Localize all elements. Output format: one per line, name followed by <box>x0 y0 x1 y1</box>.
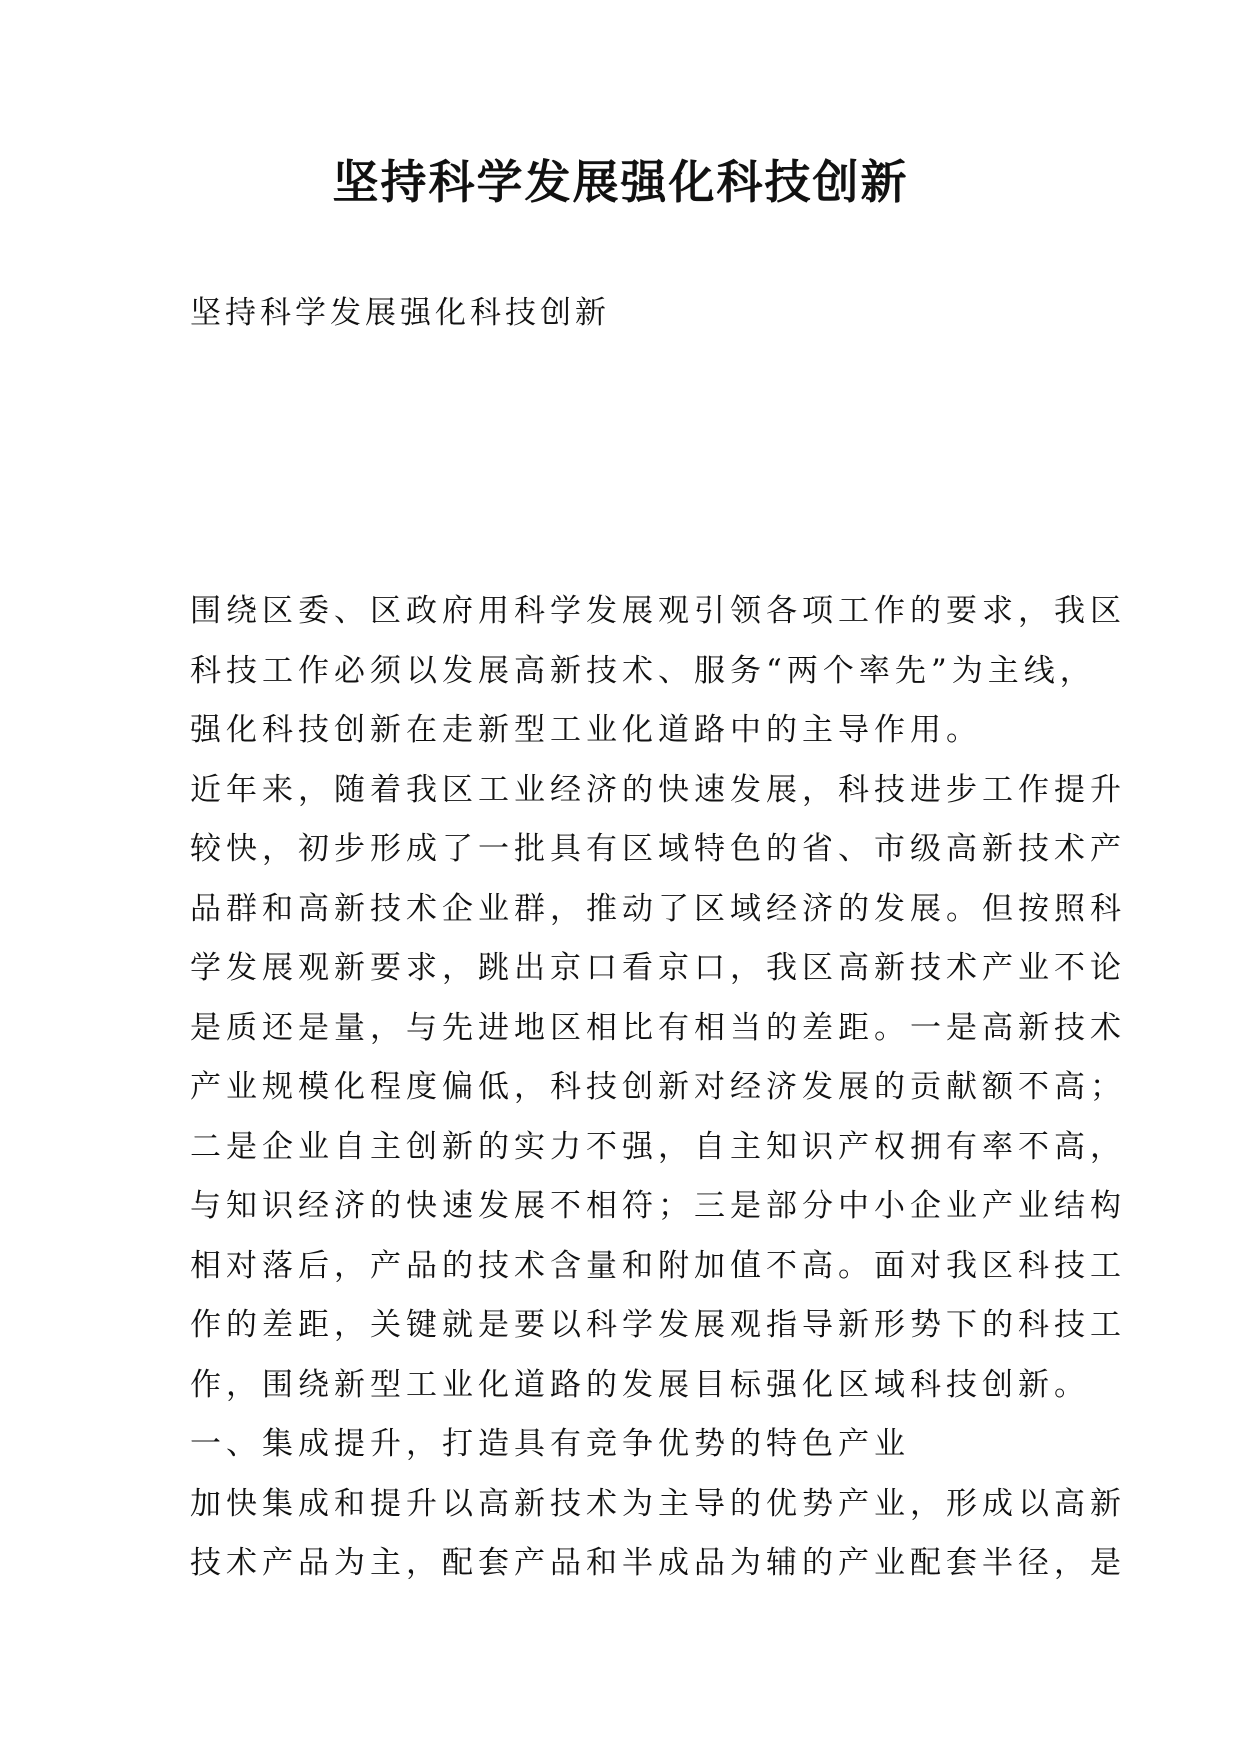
body-line: 学发展观新要求，跳出京口看京口，我区高新技术产业不论 <box>190 950 1126 986</box>
body-line: 加快集成和提升以高新技术为主导的优势产业，形成以高新 <box>190 1485 1126 1522</box>
body-line: 较快，初步形成了一批具有区域特色的省、市级高新技术产 <box>190 831 1126 867</box>
body-line: 作的差距，关键就是要以科学发展观指导新形势下的科技工 <box>190 1307 1126 1343</box>
body-line: 强化科技创新在走新型工业化道路中的主导作用。 <box>190 712 982 748</box>
body-line: 技术产品为主，配套产品和半成品为辅的产业配套半径，是 <box>190 1545 1126 1581</box>
body-line: 围绕区委、区政府用科学发展观引领各项工作的要求，我区 <box>190 593 1126 629</box>
document-body <box>190 582 1126 1594</box>
section-heading: 一、集成提升，打造具有竞争优势的特色产业 <box>190 1426 910 1462</box>
body-line: 科技工作必须以发展高新技术、服务“两个率先”为主线， <box>190 652 1096 689</box>
body-line: 近年来，随着我区工业经济的快速发展，科技进步工作提升 <box>190 771 1126 808</box>
document-subtitle: 坚持科学发展强化科技创新 <box>190 295 610 331</box>
body-line: 是质还是量，与先进地区相比有相当的差距。一是高新技术 <box>190 1009 1126 1046</box>
body-line: 作，围绕新型工业化道路的发展目标强化区域科技创新。 <box>190 1366 1090 1403</box>
body-line: 相对落后，产品的技术含量和附加值不高。面对我区科技工 <box>190 1247 1126 1284</box>
body-line: 品群和高新技术企业群，推动了区域经济的发展。但按照科 <box>190 890 1126 927</box>
body-line: 二是企业自主创新的实力不强，自主知识产权拥有率不高， <box>190 1128 1126 1165</box>
body-line: 与知识经济的快速发展不相符；三是部分中小企业产业结构 <box>190 1188 1126 1224</box>
body-line: 产业规模化程度偏低，科技创新对经济发展的贡献额不高； <box>190 1069 1126 1105</box>
document-title: 坚持科学发展强化科技创新 <box>332 155 909 209</box>
